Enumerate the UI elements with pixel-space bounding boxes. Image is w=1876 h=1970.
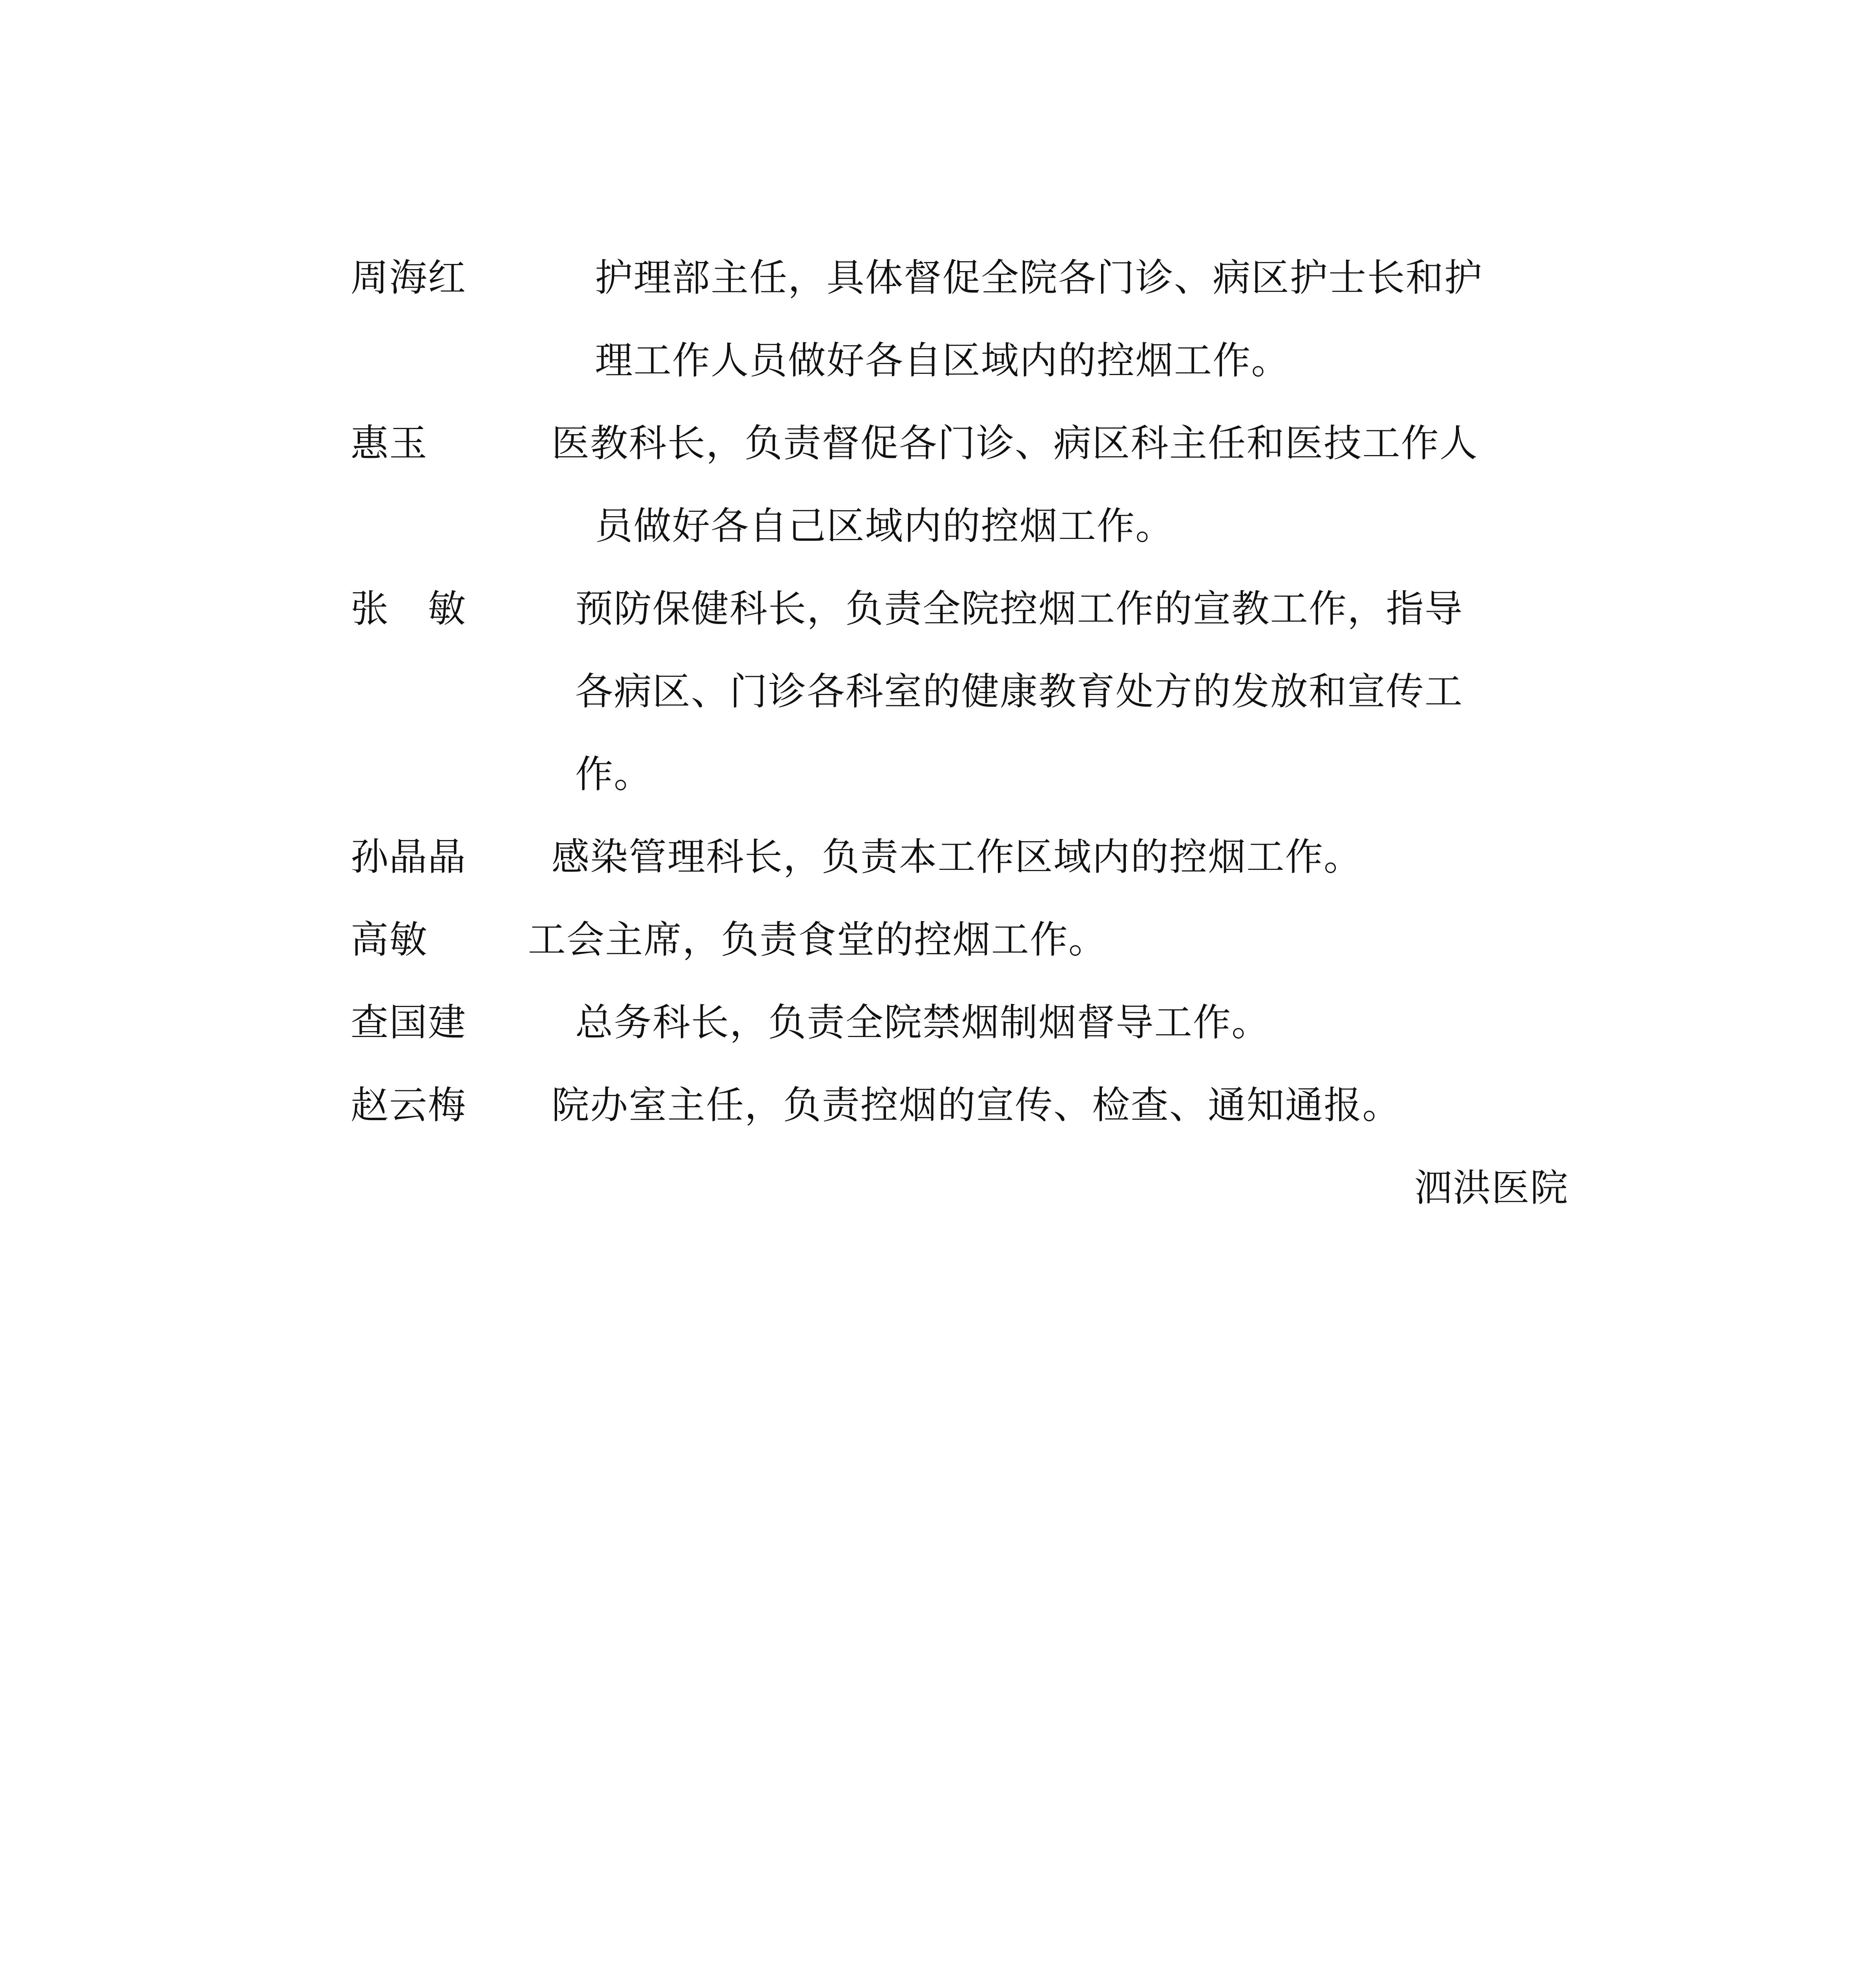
duty-line: 理工作人员做好各自区域内的控烟工作。 xyxy=(595,338,1290,383)
member-name: 高敏 xyxy=(351,918,428,962)
duty-line: 作。 xyxy=(575,752,652,796)
duty-line: 医教科长，负责督促各门诊、病区科主任和医技工作人 xyxy=(552,421,1478,465)
member-name: 孙晶晶 xyxy=(351,835,466,879)
member-name: 张 敏 xyxy=(351,587,466,631)
duty-line: 各病区、门诊各科室的健康教育处方的发放和宣传工 xyxy=(575,669,1463,714)
member-name: 赵云梅 xyxy=(351,1083,466,1127)
duty-line: 总务科长，负责全院禁烟制烟督导工作。 xyxy=(575,1000,1270,1044)
duty-line: 护理部主任，具体督促全院各门诊、病区护士长和护 xyxy=(595,256,1483,300)
duty-line: 院办室主任，负责控烟的宣传、检查、通知通报。 xyxy=(552,1083,1401,1127)
hospital-signature: 泗洪医院 xyxy=(1414,1166,1569,1210)
duty-line: 员做好各自己区域内的控烟工作。 xyxy=(595,504,1174,548)
member-name: 周海红 xyxy=(351,256,466,300)
duty-line: 感染管理科长，负责本工作区域内的控烟工作。 xyxy=(552,835,1362,879)
duty-line: 预防保健科长，负责全院控烟工作的宣教工作，指导 xyxy=(575,587,1463,631)
duty-line: 工会主席，负责食堂的控烟工作。 xyxy=(528,918,1107,962)
member-name: 惠玉 xyxy=(351,421,428,465)
member-name: 查国建 xyxy=(351,1000,466,1044)
